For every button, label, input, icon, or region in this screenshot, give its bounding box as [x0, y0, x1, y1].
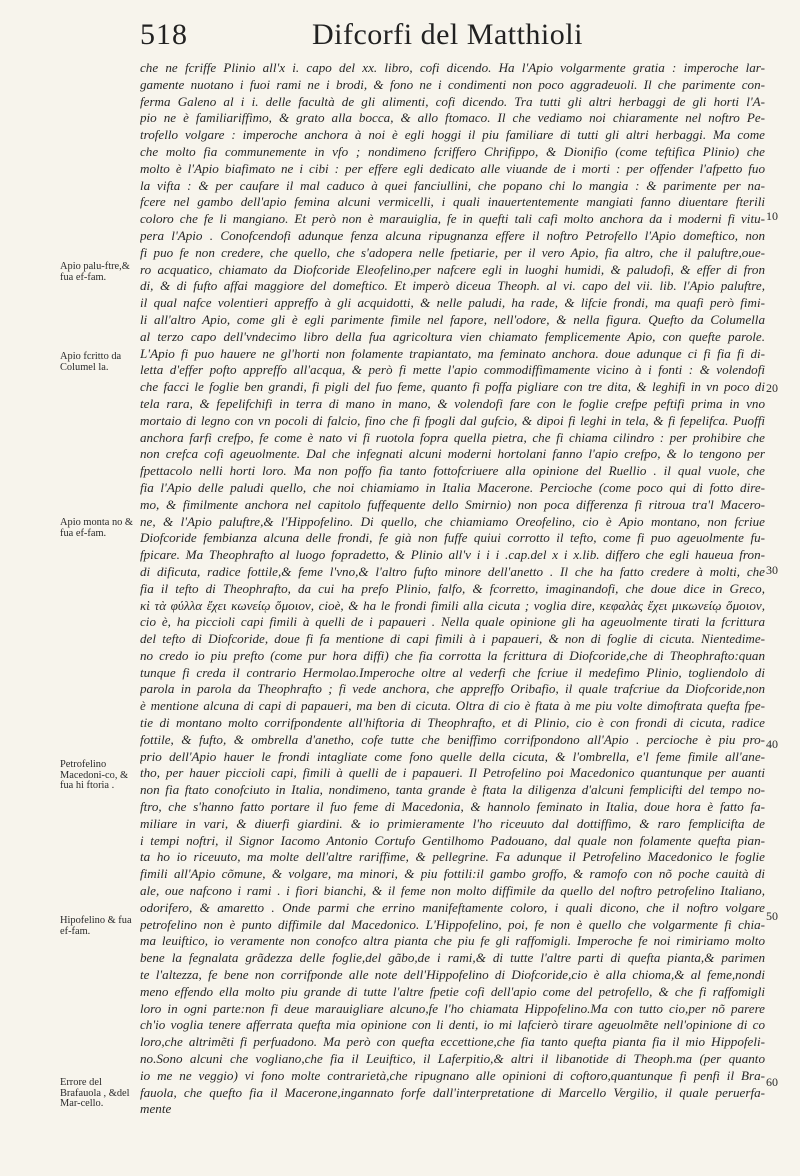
text-line: κὶ τὰ φύλλα ἔχει κωνείῳ ὅμοιον, cioè, & ha le frondi fimili alla cicuta ; voglia dire, κεφαλὰς ἔχει μικωνείῳ ὅμοιον, — [140, 597, 765, 613]
text-line: non fia ftato conofciuto in Italia, nondimeno, tanta grande è ftata la diligenza d'alcuni femplicifti del tempo no- — [140, 782, 765, 798]
text-line: fia il tefto di Theophrafto, da cui ha prefo Plinio, falfo, & fcorretto, imaginandofi, che doue dice in Greco, — [140, 580, 765, 596]
text-line: te l'altezza, fe bene non corrifponde alle note dell'Hippofelino di Diofcoride,cio è alla chioma,& al feme,nondi — [140, 967, 765, 983]
text-line: molto è l'Apio biafimato ne i cibi : per effere egli dedicato alle viuande de i morti : per offender l'afpetto fuo — [140, 160, 765, 176]
page-header — [140, 18, 780, 58]
text-line: no credo io piu prefto (come pur hora diffi) che fia corrotta la fcrittura di Diofcoride,che di Theophrafto:quan — [140, 647, 765, 663]
text-line: Diofcoride fembianza alcuna delle frondi, fe già non fuffe quiui corrotto il tefto, come fi puo ageuolmente fu- — [140, 530, 765, 546]
text-line: loro,che altrimẽti fi perfuadono. Ma però con quefta eccettione,che fia tanto quefta pianta fia il mio Hippofeli- — [140, 1034, 765, 1050]
text-line: i tempi noftri, il Signor Iacomo Antonio Cortufo Gentilhomo Padouano, dal quale non folamente quefta pian- — [140, 832, 765, 848]
text-line: al terzo capo dell'vndecimo libro della fua agricoltura vien chiamato femplicemente Apio, con quefte parole. — [140, 328, 765, 344]
text-line: mortaio di legno con vn pocoli di falcio, fino che fi fpogli dal gufcio, & dipoi fi leghi in tela, & fi fepelifca. Puoffi — [140, 412, 765, 428]
text-line: ferma Galeno al i i. delle facultà de gli alimenti, cofi dicendo. Tra tutti gli altri herbaggi de gli horti l'A- — [140, 93, 765, 109]
text-line: il qual nafce volentieri appreffo à gli acquidotti, & nelle paludi, ha rade, & lifcie frondi, ma quafi però fimi- — [140, 295, 765, 311]
text-line: fimili all'Apio cõmune, & volgare, ma minori, & piu fottili:il gambo groffo, & ramofo con nõ poche cauità di — [140, 866, 765, 882]
text-line: odorifero, & amaretto . Onde parmi che errino manifeftamente coloro, i quali dicono, che il noftro volgare — [140, 899, 765, 915]
text-line: fottile, & fufto, & ombrella d'anetho, cofe tutte che beniffimo corrifpondono all'Apio . percioche è piu pro- — [140, 731, 765, 747]
margin-note: Apio palu-ftre,& fua ef-fam. — [60, 261, 130, 283]
text-line: letta d'effer pofto appreffo all'acqua, & però fi mette l'apio commodiffimamente vicino à i fonti : & volendofi — [140, 362, 765, 378]
text-line: ta ho io riceuuto, ma molte dell'altre rariffime, & pellegrine. Fa adunque il Petrofelino Macedonico le foglie — [140, 849, 765, 865]
text-line: petrofelino non è punto diffimile dal Macedonico. L'Hippofelino, poi, fe non è quello che volgarmente fi chia- — [140, 916, 765, 932]
text-line: tho, per hauer piccioli capi, fimili à quelli de i papaueri. Il Petrofelino poi Macedonico quantunque per auanti — [140, 765, 765, 781]
line-number: 60 — [766, 1075, 778, 1089]
text-line: di dificuta, radice fottile,& feme l'vno,& l'altro fufto minore dell'anetto . Il che ha fatto credere à molti, che — [140, 563, 765, 579]
text-line: prio dell'Apio hauer le frondi intagliate come fono quelle della cicuta, & l'ombrella, e'l feme fimile all'ane- — [140, 748, 765, 764]
text-line: fcere nel gambo dell'apio femina alcuni vermicelli, i quali inauertentemente mangiati fanno diuentare fterili — [140, 194, 765, 210]
text-line: fpicare. Ma Theophrafto al luogo fopradetto, & Plinio all'v i i i .cap.del x i x.lib. differo che egli haueua fron- — [140, 547, 765, 563]
text-line: tunque fi creda il contrario Hermolao.Imperoche oltre al vederfi che fcriue il medefimo Plinio, togliendolo di — [140, 664, 765, 680]
text-line: coloro che fe li mangiano. Et però non è marauiglia, fe in quefti tali cafi molto anchora da i moderni fi vitu- — [140, 211, 765, 227]
text-line: li all'altro Apio, come gli è egli parimente fimile nel fapore, nell'odore, & nella figura. Quefto da Columella — [140, 311, 765, 327]
margin-note: Apio monta no & fua ef-fam. — [60, 517, 134, 539]
text-line: tie di montano molto corrifpondente all'hiftoria di Theophrafto, et di Plinio, cio è con frondi di cicuta, radice — [140, 715, 765, 731]
margin-note: Apio fcritto da Columel la. — [60, 351, 122, 373]
text-line: ale, oue nafcono i rami . i fiori bianchi, & il feme non molto diffimile da quello del noftro petrofelino Italiano, — [140, 883, 765, 899]
text-line: pio ne è familiariffimo, & grato alla bocca, & allo ftomaco. Il che vediamo noi chiaramente nel noftro Pe- — [140, 110, 765, 126]
text-line: io me ne veggio) vi fono molte contrarietà,che ripugnano alle opinioni di coftoro,quantunque fi penfi il Bra- — [140, 1067, 765, 1083]
margin-note: Errore del Brafauola , &del Mar-cello. — [60, 1077, 130, 1110]
text-line: è mentione alcuna di capi di papaueri, ma ben di cicuta. Oltra di cio è ftata à me piu volte dimoftrata quefta fpe- — [140, 698, 765, 714]
margin-note: Petrofelino Macedoni-co, & fua hi ftoria . — [60, 759, 129, 792]
text-line: ma leuiftico, io veramente non conofco altra pianta che piu fe gli raffomigli. Imperoche fe noi rimiriamo molto — [140, 933, 765, 949]
text-line: fia l'Apio delle paludi quello, che noi chiamiamo in Italia Macerone. Percioche (come poco qui di fotto dire- — [140, 479, 765, 495]
text-line: pera l'Apio . Conofcendofi adunque fenza alcuna ripugnanza effere il noftro Petrofello l'Apio domeftico, non — [140, 227, 765, 243]
line-number: 40 — [766, 737, 778, 751]
text-line: tela rara, & fepelifchifi in terra di mano in mano, & volendofi fare con le foglie crefpe peftifi prima in vno — [140, 395, 765, 411]
text-line: fi puo fe non credere, che quello, che s'adopera nelle fpetiarie, per il vero Apio, fia altro, che il paluftre,oue- — [140, 244, 765, 260]
text-line: non crefca cofi ageuolmente. Dal che infegnati alcuni moderni hortolani fanno l'apio crefpo, & lo tengono per — [140, 446, 765, 462]
text-line: loro in ogni parte:non fi deue marauigliare alcuno,fe l'ho chiamata Hippofelino.Ma con tutto cio,per nõ parere — [140, 1000, 765, 1016]
line-number: 20 — [766, 381, 778, 395]
line-number: 10 — [766, 209, 778, 223]
text-line: ch'io voglia tenere afferrata quefta mia opinione con li denti, io mi lafcierò tirare ageuolmẽte nell'opinione di co — [140, 1017, 765, 1033]
text-line: ne, & l'Apio paluftre,& l'Hippofelino. Di quello, che chiamiamo Oreofelino, cio è Apio montano, non fcriue — [140, 513, 765, 529]
line-number: 50 — [766, 909, 778, 923]
line-number: 30 — [766, 563, 778, 577]
page-number: 518 — [140, 18, 188, 51]
text-line: parola in parola da Theophrafto ; fi vede anchora, che appreffo Oribafio, il quale trafcriue da Diofcoride,non — [140, 681, 765, 697]
text-line: meno effendo ella molto piu grande di tutte l'altre fpetie cofi dell'apio come del petrofello, & che fi raffomigli — [140, 983, 765, 999]
text-line: mente — [140, 1101, 172, 1117]
text-line: bene la fegnalata grãdezza delle foglie,del gãbo,de i rami,& di tutte l'altre parti di quefta pianta,& parimen — [140, 950, 765, 966]
text-line: cio è, ha piccioli capi fimili à quelli de i papaueri . Nella quale opinione gli ha ageuolmente tirati la fcrittura — [140, 614, 765, 630]
body-text — [140, 60, 765, 1118]
text-line: no.Sono alcuni che vogliano,che fia il Leuiftico, il Laferpitio,& altri il libanotide di Theoph.ma (per quanto — [140, 1051, 765, 1067]
text-line: trofello volgare : imperoche anchora à noi è egli hoggi il piu familiare di tutti gli altri herbaggi. Ma come — [140, 127, 765, 143]
text-line: L'Apio fi puo hauere ne gl'horti non folamente trapiantato, ma feminato anchora. doue adunque ci fi fia fi di- — [140, 345, 765, 361]
text-line: che molto fia communemente in vfo ; nondimeno fcriffero Chrifippo, & Dionifio (come teftifica Plinio) che — [140, 143, 765, 159]
text-line: fpettacolo nelli horti loro. Ma non poffo fia tanto fottofcriuere alla opinione del Ruellio . il qual vuole, che — [140, 463, 765, 479]
text-line: che ne fcriffe Plinio all'x i. capo del xx. libro, cofi dicendo. Ha l'Apio volgarmente gratia : imperoche lar- — [140, 60, 765, 75]
text-line: anchora farfi crefpo, fe come è nato vi fi ruotola fopra quella pietra, che fi chiama cilindro : per prohibire che — [140, 429, 765, 445]
text-line: ro acquatico, chiamato da Diofcoride Eleofelino,per nafcere egli in luoghi humidi, & paludofi, & effer di fron — [140, 261, 765, 277]
text-line: del tefto di Diofcoride, doue fi fa mentione di capi fimili à i papaueri, & non di foglie di cicuta. Nientedime- — [140, 631, 765, 647]
running-head: Difcorfi del Matthioli — [312, 18, 583, 51]
text-line: fauola, che quefto fia il Macerone,ingannato forfe dall'interpretatione di Marcello Vergilio, il quale peruerfa- — [140, 1084, 765, 1100]
text-line: gamente nuotano i fuoi rami ne i brodi, & fono ne i condimenti non poco aggradeuoli. Il che parimente con- — [140, 76, 765, 92]
text-line: che facci le foglie ben grandi, fi pigli del fuo feme, quanto fi poffa pigliare con tre dita, & leghifi in vn poco di — [140, 379, 765, 395]
text-line: di, & di fufto affai maggiore del domeftico. Et imperò diceua Theoph. al vi. capo del vii. lib. l'Apio paluftre, — [140, 278, 765, 294]
text-line: la vifta : & per caufare il mal caduco à quei fanciullini, che popano chi lo mangia : & parimente per na- — [140, 177, 765, 193]
text-line: mo, & fimilmente anchora nel capitolo fuffequente dello Smirnio) non poca differenza fi ritroua tra'l Macero- — [140, 496, 765, 512]
margin-note: Hipofelino & fua ef-fam. — [60, 915, 132, 937]
text-line: ftro, che s'hanno fatto portare il fuo feme di Macedonia, & hannolo feminato in Italia, doue hora è fatto fa- — [140, 799, 765, 815]
text-line: miliare in vari, & diuerfi giardini. & io primieramente l'ho riceuuto dal dottiffimo, & raro femplicifta de — [140, 815, 765, 831]
